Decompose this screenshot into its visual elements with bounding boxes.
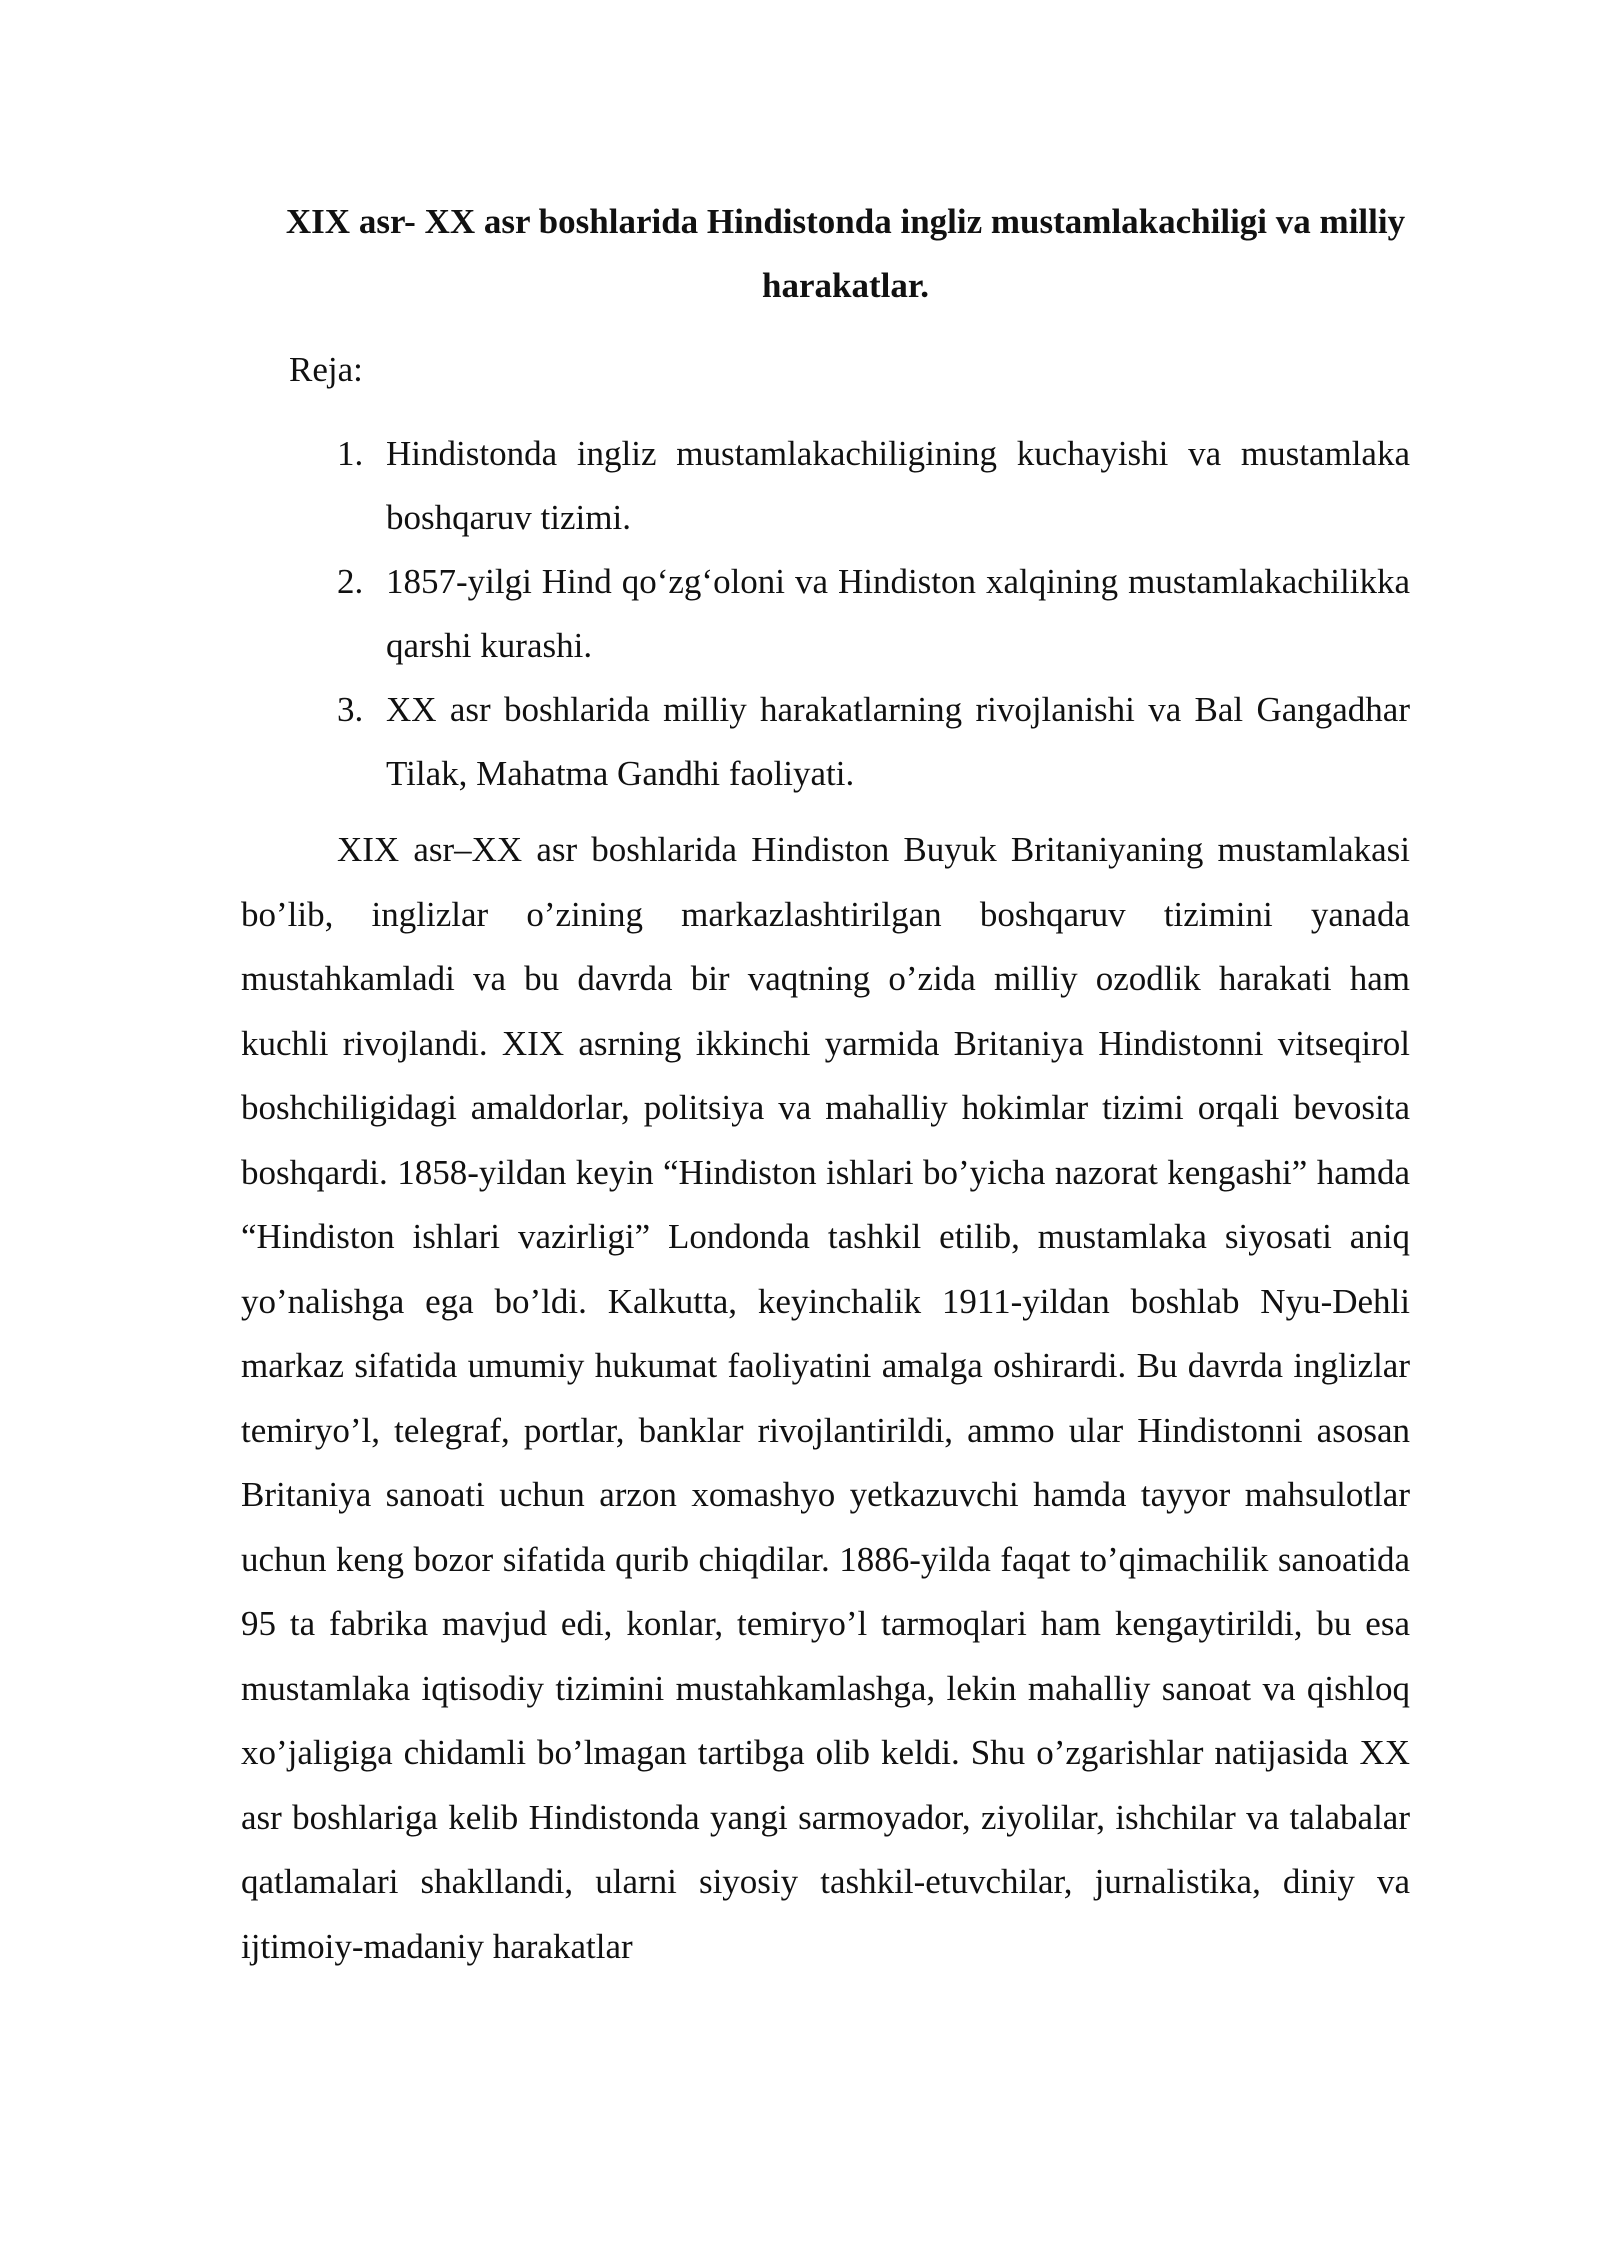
plan-item-text: Hindistonda ingliz mustamlakachiligining kuchayishi va mustamlaka boshqaruv tizimi. (386, 434, 1410, 537)
document-content (241, 190, 1410, 1979)
plan-item-text: 1857-yilgi Hind qo‘zg‘oloni va Hindiston xalqining mustamlakachilikka qarshi kurashi. (386, 562, 1410, 665)
plan-item (241, 422, 1410, 550)
plan-item-text: XX asr boshlarida milliy harakatlarning rivojlanishi va Bal Gangadhar Tilak, Mahatma Gandhi faoliyati. (386, 690, 1410, 793)
plan-item (241, 678, 1410, 806)
plan-item-number: 3. (337, 690, 364, 729)
plan-item-number: 1. (337, 434, 364, 473)
plan-label: Reja: (289, 350, 363, 389)
document-title: XIX asr- XX asr boshlarida Hindistonda ingliz mustamlakachiligi va milliy harakatlar. (285, 202, 1406, 305)
plan-item (241, 550, 1410, 678)
body-paragraph: XIX asr–XX asr boshlarida Hindiston Buyuk Britaniyaning mustamlakasi bo’lib, inglizlar o’zining markazlashtirilgan boshqaruv tizimini yanada mustahkamladi va bu davrda bir vaqtning o’zida milliy ozodlik harakati ham kuchli rivojlandi. XIX asrning ikkinchi yarmida Britaniya Hindistonni vitseqirol boshchiligidagi amaldorlar, politsiya va mahalliy hokimlar tizimi orqali bevosita boshqardi. 1858-yildan keyin “Hindiston ishlari bo’yicha nazorat kengashi” hamda “Hindiston ishlari vazirligi” Londonda tashkil etilib, mustamlaka siyosati aniq yo’nalishga ega bo’ldi. Kalkutta, keyinchalik 1911-yildan boshlab Nyu-Dehli markaz sifatida umumiy hukumat faoliyatini amalga oshirardi. Bu davrda inglizlar temiryo’l, telegraf, portlar, banklar rivojlantirildi, ammo ular Hindistonni asosan Britaniya sanoati uchun arzon xomashyo yetkazuvchi hamda tayyor mahsulotlar uchun keng bozor sifatida qurib chiqdilar. 1886-yilda faqat to’qimachilik sanoatida 95 ta fabrika mavjud edi, konlar, temiryo’l tarmoqlari ham kengaytirildi, bu esa mustamlaka iqtisodiy tizimini mustahkamlashga, lekin mahalliy sanoat va qishloq xo’jaligiga chidamli bo’lmagan tartibga olib keldi. Shu o’zgarishlar natijasida XX asr boshlariga kelib Hindistonda yangi sarmoyador, ziyolilar, ishchilar va talabalar qatlamalari shakllandi, ularni siyosiy tashkil-etuvchilar, jurnalistika, diniy va ijtimoiy-madaniy harakatlar (241, 830, 1410, 1966)
plan-item-number: 2. (337, 562, 364, 601)
plan-list (241, 422, 1410, 806)
